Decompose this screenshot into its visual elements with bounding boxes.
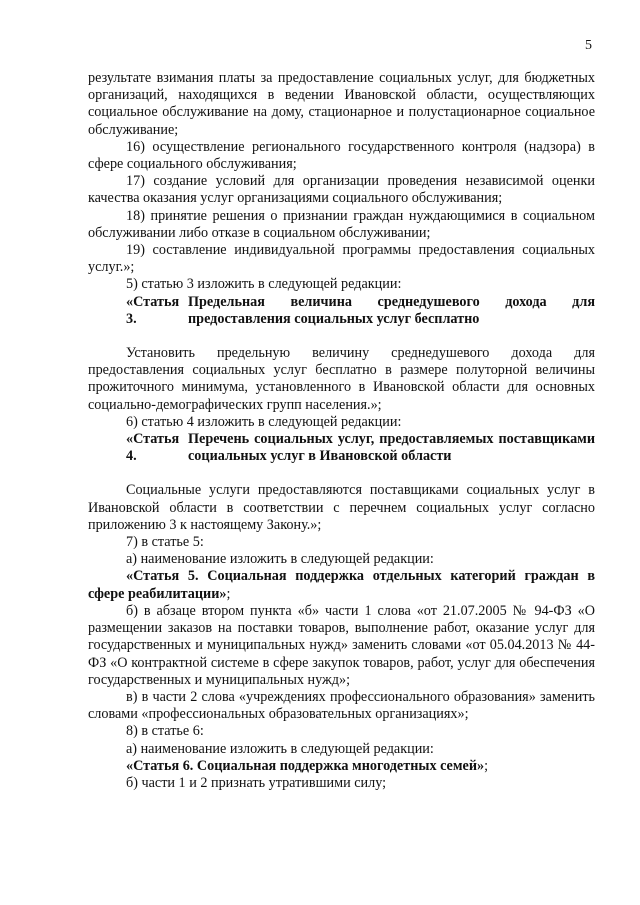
paragraph: 19) составление индивидуальной программы предоставления социальных услуг.»; xyxy=(88,242,595,276)
paragraph: 17) создание условий для организации проведения независимой оценки качества оказания услуг организациями социального обслуживания; xyxy=(88,173,595,207)
article-title: Предельная величина среднедушевого дохода для предоставления социальных услуг бесплатно xyxy=(188,293,595,327)
paragraph xyxy=(88,568,595,602)
punctuation: ; xyxy=(226,585,231,602)
punctuation: ; xyxy=(484,757,489,774)
paragraph: 18) принятие решения о признании граждан нуждающимися в социальном обслуживании либо отказе в социальном обслуживании; xyxy=(88,207,595,241)
article-label: «Статья 3. xyxy=(126,293,180,327)
paragraph: б) в абзаце втором пункта «б» части 1 слова «от 21.07.2005 № 94-ФЗ «О размещении заказов на поставки товаров, выполнение работ, оказание услуг для государственных и муниципальных нужд» заменить словами «от 05.04.2013 № 44-ФЗ «О контрактной системе в сфере закупок товаров, работ, услуг для обеспечения государственных и муниципальных нужд»; xyxy=(88,602,595,688)
paragraph: 6) статью 4 изложить в следующей редакции: xyxy=(126,413,402,430)
article-label: «Статья 4. xyxy=(126,431,180,465)
paragraph: Социальные услуги предоставляются поставщиками социальных услуг в Ивановской области в соответствии с перечнем социальных услуг согласно приложению 3 к настоящему Закону.»; xyxy=(88,482,595,533)
article-3-heading xyxy=(88,294,595,328)
page-number: 5 xyxy=(585,38,592,53)
paragraph: 7) в статье 5: xyxy=(126,534,204,551)
paragraph: 8) в статье 6: xyxy=(126,723,204,740)
article-6-title: «Статья 6. Социальная поддержка многодетных семей» xyxy=(126,757,485,774)
paragraph xyxy=(88,758,595,775)
paragraph: результате взимания платы за предоставление социальных услуг, для бюджетных организаций, находящихся в ведении Ивановской области, осуществляющих социальное обслуживание на дому, стационарное и полустационарное социальное обслуживание; xyxy=(88,70,595,138)
paragraph: 5) статью 3 изложить в следующей редакции: xyxy=(126,276,402,293)
paragraph: б) части 1 и 2 признать утратившими силу; xyxy=(126,774,387,791)
paragraph: в) в части 2 слова «учреждениях профессионального образования» заменить словами «профессиональных образовательных организациях»; xyxy=(88,688,595,723)
article-4-heading xyxy=(88,431,595,465)
article-title: Перечень социальных услуг, предоставляемых поставщиками социальных услуг в Ивановской области xyxy=(188,431,595,465)
paragraph: Установить предельную величину среднедушевого дохода для предоставления социальных услуг бесплатно в размере полуторной величины прожиточного минимума, установленного в Ивановской области для основных социально-демографических групп населения.»; xyxy=(88,345,595,413)
paragraph: 16) осуществление регионального государственного контроля (надзора) в сфере социального обслуживания; xyxy=(88,138,595,173)
article-5-title: «Статья 5. Социальная поддержка отдельных категорий граждан в сфере реабилитации» xyxy=(88,568,595,602)
document-body xyxy=(88,70,595,792)
paragraph: а) наименование изложить в следующей редакции: xyxy=(126,740,434,757)
paragraph: а) наименование изложить в следующей редакции: xyxy=(126,551,434,568)
